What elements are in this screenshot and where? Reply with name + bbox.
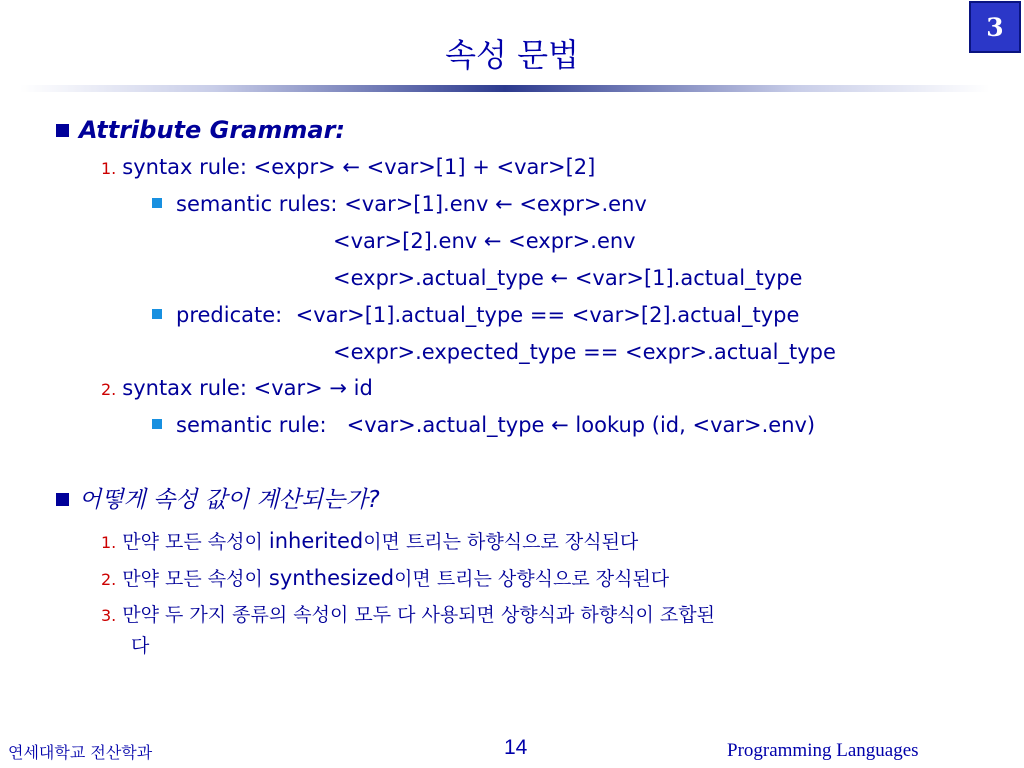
item-number: 1.: [101, 533, 117, 552]
predicate-line: <expr>.expected_type == <expr>.actual_type: [333, 340, 836, 364]
sub-item-semantic-rule: [152, 411, 815, 439]
list-item-mixed: [101, 601, 715, 630]
item-number: 2.: [101, 380, 117, 399]
footer-institution: 연세대학교 전산학과: [8, 743, 153, 762]
sub-item-semantic-rules: [152, 190, 647, 218]
title-divider: [20, 85, 990, 92]
semantic-rule-line: <var>[2].env ← <expr>.env: [333, 229, 636, 253]
square-bullet-icon: [152, 419, 162, 429]
item-number: 3.: [101, 606, 117, 625]
heading-text: 어떻게 속성 값이 계산되는가?: [79, 487, 380, 513]
section-heading-attribute-grammar: [56, 116, 345, 145]
sub-item-label: semantic rule:: [176, 413, 327, 437]
square-bullet-icon: [152, 309, 162, 319]
list-item-inherited: [101, 527, 638, 557]
square-bullet-icon: [56, 124, 69, 137]
item-text-pre: 만약 모든 속성이: [122, 531, 269, 553]
item-number: 1.: [101, 159, 117, 178]
slide-title: 속성 문법: [445, 36, 579, 74]
slide-number-badge: 3: [969, 1, 1021, 53]
semantic-rule-line: <expr>.actual_type ← <var>[1].actual_type: [333, 266, 803, 290]
list-item-synthesized: [101, 564, 669, 594]
sub-item-predicate: [152, 301, 799, 329]
item-term: inherited: [268, 529, 364, 553]
item-term: synthesized: [268, 566, 395, 590]
list-item-syntax-rule-2: [101, 374, 373, 404]
heading-text: Attribute Grammar:: [79, 116, 346, 144]
predicate-line: <var>[1].actual_type == <var>[2].actual_type: [295, 303, 800, 327]
item-number: 2.: [101, 570, 117, 589]
semantic-rule-line: <var>[1].env ← <expr>.env: [344, 192, 647, 216]
item-text: 만약 두 가지 종류의 속성이 모두 다 사용되면 상향식과 하향식이 조합된: [122, 604, 715, 626]
item-text-post: 이면 트리는 상향식으로 장식된다: [394, 568, 670, 590]
sub-item-label: predicate:: [176, 303, 283, 327]
footer-page-number: 14: [504, 736, 528, 759]
item-text: syntax rule: <expr> ← <var>[1] + <var>[2]: [122, 155, 596, 179]
sub-item-label: semantic rules:: [176, 192, 338, 216]
semantic-rule-line: <var>.actual_type ← lookup (id, <var>.env): [346, 413, 816, 437]
list-item-syntax-rule-1: [101, 153, 595, 183]
section-heading-evaluation: [56, 486, 380, 514]
square-bullet-icon: [56, 493, 69, 506]
item-text-pre: 만약 모든 속성이: [122, 568, 269, 590]
item-text: syntax rule: <var> → id: [122, 376, 373, 400]
square-bullet-icon: [152, 198, 162, 208]
footer-course-name: Programming Languages: [727, 740, 919, 761]
item-text-post: 이면 트리는 하향식으로 장식된다: [363, 531, 639, 553]
list-item-mixed-continuation: 다: [131, 635, 150, 657]
